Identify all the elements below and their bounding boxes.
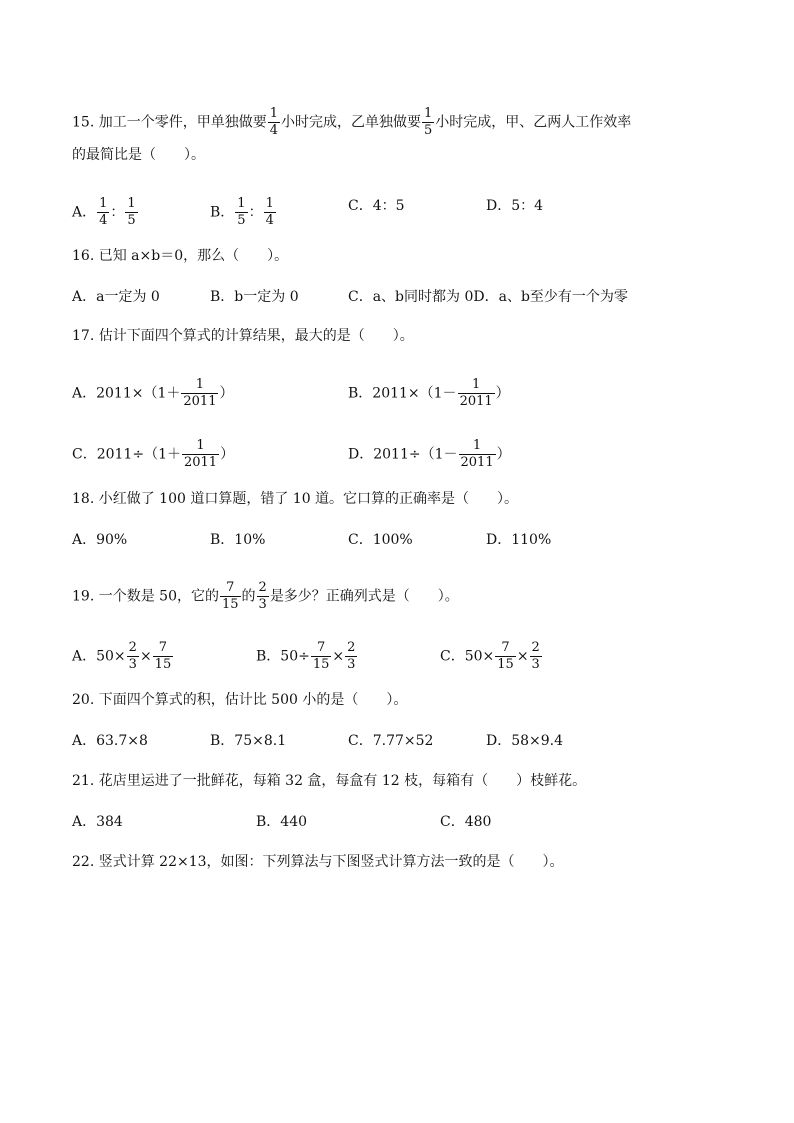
frac-num: 7	[316, 640, 326, 655]
frac-num: 1	[472, 438, 482, 453]
q15-frac-2-den: 5	[424, 123, 433, 138]
frac-num: 1	[471, 377, 481, 392]
q19-option-c[interactable]	[440, 640, 543, 673]
q18-option-d[interactable]: D．110%	[486, 532, 552, 548]
question-22-stem: 22. 竖式计算 22×13，如图：下列算法与下图竖式计算方法一致的是（ ）。	[72, 854, 564, 870]
frac-den: 15	[221, 597, 239, 612]
option-text: C．50×	[440, 648, 495, 665]
option-frac	[153, 640, 174, 673]
q19-option-a[interactable]	[72, 640, 174, 673]
q15-frac-1-den: 4	[269, 123, 278, 138]
frac-num: 2	[258, 580, 267, 595]
frac-den: 3	[128, 657, 137, 672]
q19-frac-1	[220, 580, 241, 613]
q15-option-c[interactable]: C．4：5	[348, 198, 405, 214]
option-label: B．	[210, 204, 235, 221]
option-frac	[125, 196, 137, 229]
ratio-sep: ：	[110, 204, 125, 221]
option-frac	[127, 640, 139, 673]
q15-option-d[interactable]: D．5：4	[486, 198, 544, 214]
option-text: ）	[495, 385, 510, 402]
frac-den: 4	[265, 213, 274, 228]
question-17-stem: 17. 估计下面四个算式的计算结果，最大的是（ ）。	[72, 328, 414, 344]
q15-option-b[interactable]	[210, 196, 277, 229]
q15-frac-2-num: 1	[424, 106, 433, 121]
q16-option-a[interactable]: A．a一定为 0	[72, 289, 160, 305]
q15-text-1: 15. 加工一个零件，甲单独做要	[72, 114, 267, 131]
option-text: ）	[496, 446, 511, 463]
frac-num: 1	[196, 438, 205, 453]
option-op: ×	[332, 648, 345, 665]
option-text: D．2011÷（1－	[348, 446, 458, 463]
q15-frac-1-num: 1	[269, 106, 278, 121]
option-frac	[264, 196, 276, 229]
option-frac	[97, 196, 109, 229]
frac-num: 1	[127, 196, 136, 211]
q17-option-b[interactable]	[348, 377, 510, 410]
q18-option-c[interactable]: C．100%	[348, 532, 413, 548]
option-frac	[182, 438, 219, 471]
q21-option-a[interactable]: A．384	[72, 814, 123, 830]
q21-option-b[interactable]: B．440	[256, 814, 308, 830]
question-16-stem: 16. 已知 a×b＝0，那么（ ）。	[72, 248, 289, 264]
q15-text-3: 小时完成，甲、乙两人工作效率	[435, 114, 632, 131]
frac-num: 7	[158, 640, 168, 655]
frac-den: 15	[154, 657, 172, 672]
option-text: B．2011×（1－	[348, 385, 457, 402]
option-text: B．50÷	[256, 648, 310, 665]
option-text: A．50×	[72, 648, 126, 665]
q16-option-cd[interactable]: C．a、b同时都为 0D．a、b至少有一个为零	[348, 289, 628, 305]
option-frac	[311, 640, 332, 673]
q18-option-a[interactable]: A．90%	[72, 532, 128, 548]
option-frac	[345, 640, 357, 673]
question-21-stem: 21. 花店里运进了一批鲜花，每箱 32 盒，每盒有 12 枝，每箱有（ ）枝鲜花。	[72, 773, 587, 789]
q17-option-a[interactable]	[72, 377, 233, 410]
q16-option-b[interactable]: B．b一定为 0	[210, 289, 299, 305]
frac-den: 5	[127, 213, 136, 228]
q20-option-c[interactable]: C．7.77×52	[348, 733, 434, 749]
option-text: C．2011÷（1＋	[72, 446, 181, 463]
frac-den: 5	[237, 213, 246, 228]
option-frac	[235, 196, 247, 229]
q19-text-3: 是多少？正确列式是（ ）。	[269, 588, 459, 605]
frac-num: 7	[501, 640, 510, 655]
ratio-sep: ：	[248, 204, 263, 221]
frac-den: 3	[347, 657, 356, 672]
question-18-stem: 18. 小红做了 100 道口算题，错了 10 道。它口算的正确率是（ ）。	[72, 491, 519, 507]
frac-den: 4	[99, 213, 108, 228]
frac-num: 1	[195, 377, 205, 392]
frac-den: 15	[312, 657, 330, 672]
q21-option-c[interactable]: C．480	[440, 814, 492, 830]
frac-den: 2011	[183, 455, 218, 470]
frac-num: 2	[531, 640, 540, 655]
frac-den: 3	[258, 597, 267, 612]
option-frac	[181, 377, 218, 410]
q18-option-b[interactable]: B．10%	[210, 532, 266, 548]
frac-num: 1	[237, 196, 246, 211]
option-frac	[530, 640, 542, 673]
q19-text-2: 的	[241, 588, 256, 605]
option-label: A．	[72, 204, 97, 221]
frac-den: 3	[531, 657, 540, 672]
q19-option-b[interactable]	[256, 640, 358, 673]
option-frac	[459, 438, 496, 471]
frac-den: 15	[497, 657, 514, 672]
q15-frac-2	[422, 106, 434, 139]
q15-option-a[interactable]	[72, 196, 139, 229]
frac-num: 2	[128, 640, 137, 655]
frac-num: 1	[265, 196, 274, 211]
q19-frac-2	[257, 580, 269, 613]
q15-text-2: 小时完成，乙单独做要	[281, 114, 421, 131]
frac-den: 2011	[460, 455, 494, 470]
question-19-stem	[72, 580, 459, 613]
option-op: ×	[516, 648, 529, 665]
option-frac	[458, 377, 495, 410]
option-text: A．2011×（1＋	[72, 385, 181, 402]
option-frac	[495, 640, 516, 673]
q17-option-d[interactable]	[348, 438, 511, 471]
frac-num: 1	[99, 196, 108, 211]
option-text: ）	[219, 385, 234, 402]
q19-text-1: 19. 一个数是 50，它的	[72, 588, 219, 605]
frac-num: 2	[347, 640, 356, 655]
q20-option-d[interactable]: D．58×9.4	[486, 733, 564, 749]
q20-option-b[interactable]: B．75×8.1	[210, 733, 287, 749]
q20-option-a[interactable]: A．63.7×8	[72, 733, 148, 749]
question-15-stem	[72, 106, 631, 139]
frac-num: 7	[226, 580, 235, 595]
q15-frac-1	[268, 106, 280, 139]
q17-option-c[interactable]	[72, 438, 234, 471]
question-20-stem: 20. 下面四个算式的积，估计比 500 小的是（ ）。	[72, 692, 408, 708]
frac-den: 2011	[459, 394, 493, 409]
frac-den: 2011	[183, 394, 217, 409]
option-op: ×	[139, 648, 152, 665]
option-text: ）	[220, 446, 235, 463]
question-15-stem-line2: 的最简比是（ ）。	[72, 147, 205, 163]
